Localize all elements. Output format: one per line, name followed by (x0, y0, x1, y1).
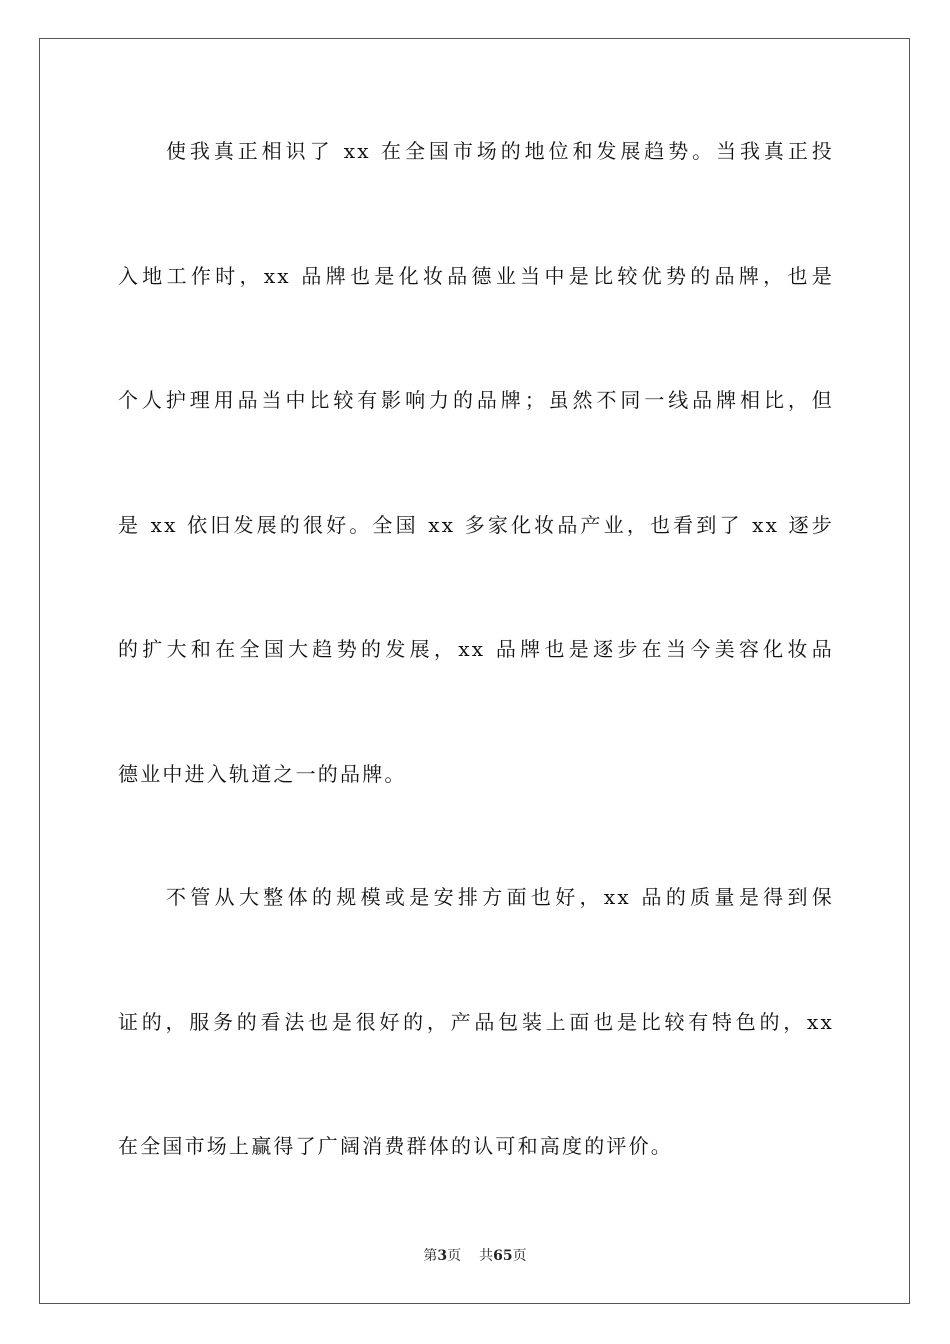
page-prefix: 第 (423, 1248, 438, 1264)
paragraph-1-line-5: 的扩大和在全国大趋势的发展，xx 品牌也是逐步在当今美容化妆品 (118, 637, 834, 661)
paragraph-2-line-2: 证的，服务的看法也是很好的，产品包装上面也是比较有特色的，xx (118, 1010, 834, 1034)
paragraph-1-line-3: 个人护理用品当中比较有影响力的品牌；虽然不同一线品牌相比，但 (118, 388, 834, 412)
total-suffix: 页 (512, 1248, 527, 1264)
page-footer (0, 1247, 950, 1265)
paragraph-2-line-1: 不管从大整体的规模或是安排方面也好，xx 品的质量是得到保 (166, 885, 834, 909)
paragraph-1-line-2: 入地工作时，xx 品牌也是化妆品德业当中是比较优势的品牌，也是 (118, 264, 834, 288)
paragraph-2-line-3: 在全国市场上赢得了广阔消费群体的认可和高度的评价。 (118, 1134, 673, 1158)
paragraph-1-line-6: 德业中进入轨道之一的品牌。 (118, 762, 407, 786)
total-prefix: 共 (479, 1248, 494, 1264)
paragraph-1-line-4: 是 xx 依旧发展的很好。全国 xx 多家化妆品产业，也看到了 xx 逐步 (118, 513, 834, 537)
paragraph-1-line-1: 使我真正相识了 xx 在全国市场的地位和发展趋势。当我真正投 (166, 139, 834, 163)
page-suffix: 页 (447, 1248, 462, 1264)
page-number: 3 (437, 1248, 448, 1264)
total-pages: 65 (493, 1248, 513, 1264)
page-border (39, 38, 910, 1304)
